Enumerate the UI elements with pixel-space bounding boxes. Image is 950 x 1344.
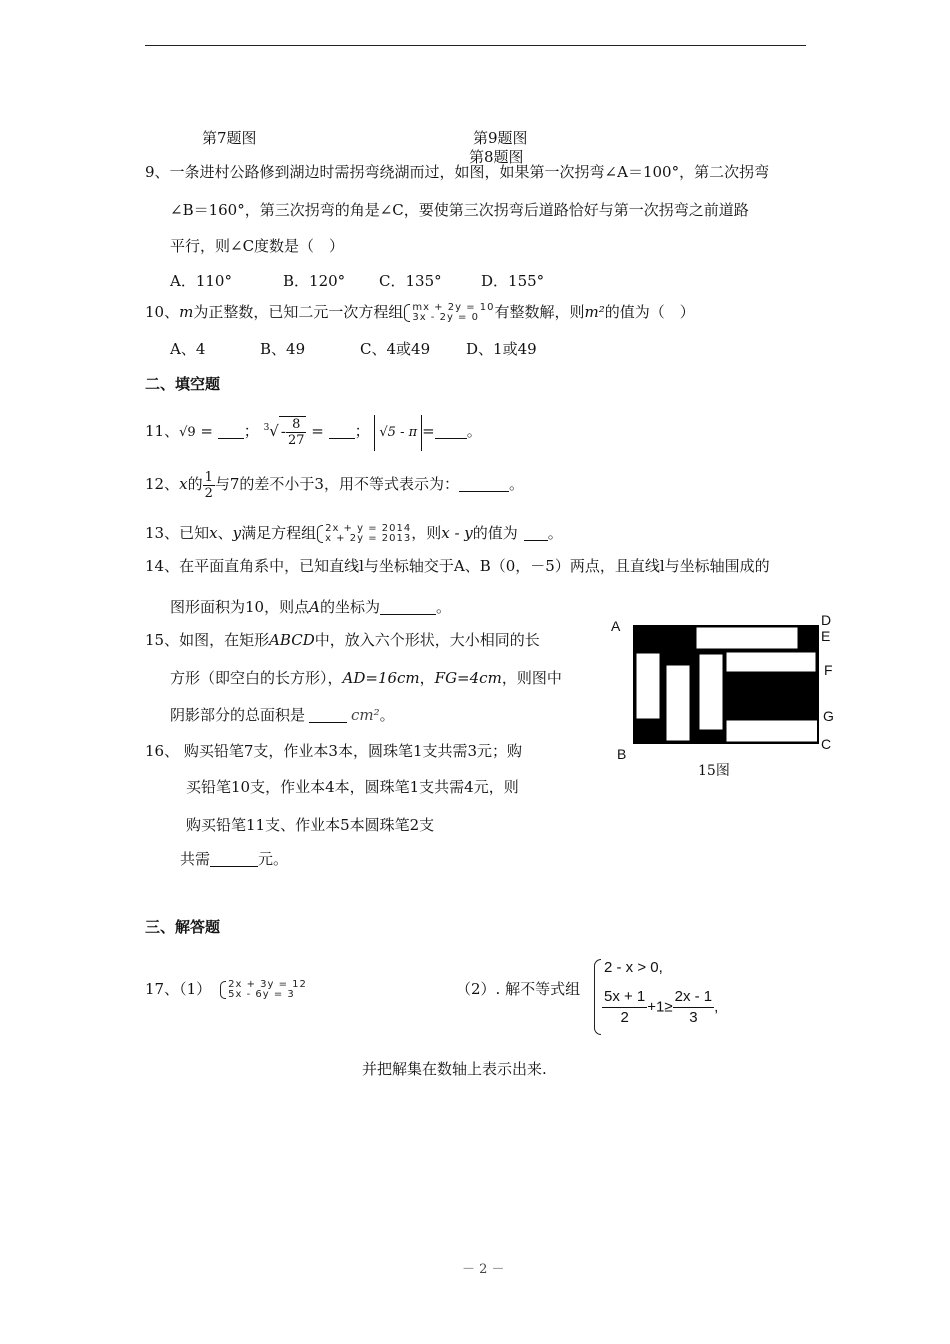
q17-equation-system bbox=[219, 980, 307, 1000]
q17-instruction: 并把解集在数轴上表示出来. bbox=[362, 1060, 547, 1078]
q15-line1a: 15、如图，在矩形 bbox=[145, 631, 270, 649]
q11-prefix: 11、 bbox=[145, 422, 180, 440]
q15-blank[interactable] bbox=[309, 707, 347, 723]
q15-fg: FG=4cm bbox=[434, 669, 502, 687]
q17-eq1: 2x + 3y = 12 bbox=[228, 979, 307, 990]
q10-eq1: mx + 2y = 10 bbox=[412, 302, 495, 313]
q10-option-b: B、49 bbox=[260, 340, 306, 358]
q12-end: 。 bbox=[508, 475, 524, 493]
q11-num: 8 bbox=[286, 417, 307, 433]
caption-fig8: 第8题图 bbox=[469, 148, 524, 166]
q13-end: 。 bbox=[547, 524, 563, 542]
fig15-label-f: F bbox=[824, 662, 833, 678]
q12-fraction bbox=[203, 470, 215, 501]
fig15-label-g: G bbox=[823, 708, 834, 724]
q16-line4b: 元。 bbox=[258, 850, 289, 868]
q14-end: 。 bbox=[435, 598, 451, 616]
q14-blank[interactable] bbox=[380, 599, 436, 615]
q10-option-c: C、4或49 bbox=[360, 340, 431, 358]
q17-tail: , bbox=[714, 998, 719, 1016]
q15-comma: ， bbox=[419, 669, 435, 687]
q17-mid: +1≥ bbox=[647, 998, 673, 1016]
q15-line3 bbox=[170, 704, 395, 725]
q17-brace bbox=[594, 959, 601, 1035]
q14-line1: 14、在平面直角系中，已知直线l与坐标轴交于A、B（0，－5）两点，且直线l与坐标轴围成的 bbox=[145, 557, 770, 575]
q13-text3: 的值为 bbox=[472, 524, 518, 542]
q10-eq2: 3x - 2y = 0 bbox=[412, 312, 479, 323]
q13-blank[interactable] bbox=[524, 525, 548, 541]
q16-line1: 16、 购买铅笔7支，作业本3本，圆珠笔1支共需3元；购 bbox=[145, 742, 523, 760]
q11-radical-icon: √ bbox=[269, 422, 279, 440]
q11-fraction bbox=[286, 417, 307, 448]
q9-line1: 9、一条进村公路修到湖边时需拐弯绕湖而过，如图，如果第一次拐弯∠A＝100°，第二次拐弯 bbox=[145, 163, 770, 181]
q11-eq-a: = bbox=[195, 422, 218, 440]
q9-option-b: B．120° bbox=[283, 272, 346, 290]
q11-den: 27 bbox=[287, 433, 305, 448]
caption-fig7: 第7题图 bbox=[202, 129, 257, 147]
q15-line2a: 方形（即空白的长方形）， bbox=[170, 669, 343, 687]
caption-fig9: 第9题图 bbox=[473, 129, 528, 147]
q14-point-a: A bbox=[309, 598, 320, 616]
q14-line2a: 图形面积为10，则点 bbox=[170, 598, 310, 616]
q17-frac2 bbox=[673, 987, 715, 1028]
q17-den1: 2 bbox=[620, 1009, 629, 1026]
q11-sep-a: ； bbox=[243, 422, 259, 440]
q15-line1b: 中，放入六个形状，大小相同的长 bbox=[314, 631, 540, 649]
q11-sep-b: ； bbox=[354, 422, 370, 440]
q15-unit: cm² bbox=[351, 706, 380, 724]
q13-sep: 、 bbox=[217, 524, 233, 542]
q16-line2: 买铅笔10支，作业本4本，圆珠笔1支共需4元，则 bbox=[186, 778, 519, 796]
q17-part1-label: 17、（1） bbox=[145, 980, 212, 998]
q13-text2: ，则 bbox=[411, 524, 442, 542]
q11-radicand bbox=[279, 416, 307, 448]
q13-eq1: 2x + y = 2014 bbox=[325, 523, 412, 534]
q13-y: y bbox=[232, 524, 242, 542]
q15-line2b: ，则图中 bbox=[501, 669, 562, 687]
fig15-label-d: D bbox=[821, 612, 832, 628]
q14-line2 bbox=[170, 596, 451, 617]
q13-line bbox=[145, 522, 563, 544]
q17-ineq1: 2 - x > 0, bbox=[604, 959, 663, 976]
q12-de: 的 bbox=[187, 475, 203, 493]
q17-ineq2 bbox=[602, 987, 718, 1028]
q13-text1: 满足方程组 bbox=[241, 524, 317, 542]
q11-abs-value: √5 - π bbox=[374, 415, 422, 451]
q10-m: m bbox=[179, 303, 194, 321]
q17-inequality-system bbox=[594, 957, 764, 1035]
q9-line2: ∠B＝160°，第三次拐弯的角是∠C，要使第三次拐弯后道路恰好与第一次拐弯之前道路 bbox=[170, 201, 749, 219]
q10-option-a: A、4 bbox=[170, 340, 206, 358]
fig15-label-e: E bbox=[821, 628, 831, 644]
q15-ad: AD=16cm bbox=[342, 669, 420, 687]
fig15-caption: 15图 bbox=[698, 763, 730, 779]
q10-prefix: 10、 bbox=[145, 303, 180, 321]
q12-den: 2 bbox=[204, 485, 213, 501]
q16-blank[interactable] bbox=[210, 851, 258, 867]
q11-line: 11、√9 = ； $^3$√ - $\frac{8}{27}$ = ； √5 - π = 。 bbox=[145, 410, 482, 446]
q16-line3: 购买铅笔11支、作业本5本圆珠笔2支 bbox=[186, 816, 435, 834]
fig15-label-b: B bbox=[617, 746, 627, 762]
q12-blank[interactable] bbox=[459, 476, 509, 492]
q11-blank-1[interactable] bbox=[218, 423, 244, 439]
q14-line2b: 的坐标为 bbox=[319, 598, 380, 616]
q17-eq2: 5x - 6y = 3 bbox=[228, 989, 295, 1000]
q17-num1: 5x + 1 bbox=[602, 987, 647, 1008]
q9-line3: 平行，则∠C度数是（ ） bbox=[170, 237, 345, 255]
q11-cube-index: 3 bbox=[263, 423, 270, 433]
q17-part2-label: （2）. 解不等式组 bbox=[456, 980, 581, 998]
q11-blank-2[interactable] bbox=[329, 423, 355, 439]
q12-x: x bbox=[179, 475, 188, 493]
q13-eq2: x + 2y = 2013 bbox=[325, 533, 412, 544]
q10-text2: 有整数解，则 bbox=[494, 303, 585, 321]
q9-option-a: A．110° bbox=[170, 272, 232, 290]
q13-equation-system bbox=[316, 524, 411, 544]
q10-line bbox=[145, 301, 695, 323]
q10-text3: 的值为（ ） bbox=[604, 303, 695, 321]
q12-num: 1 bbox=[204, 469, 213, 485]
q9-option-c: C．135° bbox=[379, 272, 442, 290]
q15-line3a: 阴影部分的总面积是 bbox=[170, 706, 306, 724]
fig15-rectangle-drawing bbox=[605, 610, 845, 785]
q10-m-squared: m² bbox=[584, 303, 605, 321]
q11-sqrt9: √9 bbox=[179, 425, 196, 440]
figure-15 bbox=[605, 610, 845, 785]
section-fill-in-heading: 二、填空题 bbox=[145, 375, 221, 393]
q10-equation-system bbox=[403, 303, 494, 323]
q15-abcd: ABCD bbox=[269, 631, 315, 649]
q10-text1: 为正整数，已知二元一次方程组 bbox=[193, 303, 404, 321]
q12-prefix: 12、 bbox=[145, 475, 180, 493]
fig15-label-c: C bbox=[821, 736, 832, 752]
q15-end: 。 bbox=[379, 706, 395, 724]
q11-end: 。 bbox=[466, 422, 482, 440]
header-rule bbox=[145, 45, 806, 46]
q17-den2: 3 bbox=[689, 1009, 698, 1026]
q16-line4a: 共需 bbox=[180, 850, 211, 868]
page-number: － 2 － bbox=[462, 1262, 505, 1277]
section-solve-heading: 三、解答题 bbox=[145, 918, 221, 936]
q17-num2: 2x - 1 bbox=[673, 987, 715, 1008]
q11-neg: - bbox=[280, 422, 286, 441]
q17-part1 bbox=[145, 978, 307, 1000]
q13-prefix: 13、已知 bbox=[145, 524, 210, 542]
q12-line bbox=[145, 466, 524, 502]
q15-line1 bbox=[145, 629, 540, 650]
q15-line2 bbox=[170, 667, 562, 688]
q16-line4 bbox=[180, 848, 288, 869]
q11-blank-3[interactable] bbox=[435, 423, 467, 439]
q13-expr: x - y bbox=[441, 524, 473, 542]
q11-eq-b: = bbox=[306, 422, 329, 440]
fig15-label-a: A bbox=[611, 618, 621, 634]
q17-frac1 bbox=[602, 987, 647, 1028]
q13-x: x bbox=[209, 524, 218, 542]
q12-text: 与7的差不小于3，用不等式表示为： bbox=[214, 475, 459, 493]
q10-option-d: D、1或49 bbox=[466, 340, 537, 358]
q9-option-d: D．155° bbox=[481, 272, 545, 290]
